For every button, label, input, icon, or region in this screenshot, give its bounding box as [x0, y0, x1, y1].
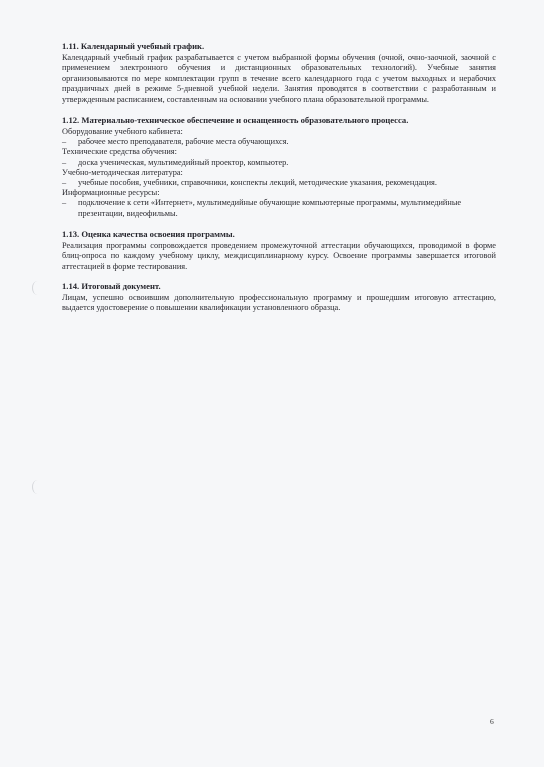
dash-marker: –: [62, 137, 67, 147]
section-calendar-schedule: [62, 41, 496, 105]
section-material-support: [62, 115, 496, 219]
section-heading: 1.11. Календарный учебный график.: [62, 41, 205, 51]
page-number: 6: [490, 717, 494, 726]
list-item: [62, 137, 496, 147]
section-heading: 1.12. Материально-техническое обеспечение и оснащенность образовательного процесса.: [62, 115, 409, 126]
document-body: [62, 41, 496, 314]
section-paragraph: Лицам, успешно освоившим дополнительную профессиональную программу и прошедшим итоговую аттестацию, выдается удостоверение о повышении квалификации установленного образца.: [62, 293, 496, 313]
section-final-document: [62, 281, 496, 314]
section-heading: 1.13. Оценка качества освоения программы.: [62, 228, 235, 239]
group-label: Технические средства обучения:: [62, 147, 177, 157]
section-heading: 1.14. Итоговый документ.: [62, 281, 161, 292]
list-item-text: рабочее место преподавателя, рабочие места обучающихся.: [78, 137, 289, 147]
dash-marker: –: [62, 198, 67, 208]
section-paragraph: Реализация программы сопровождается проведением промежуточной аттестации обучающихся, проводимой в форме блиц-опроса по каждому учебному циклу, междисциплинарному курсу. Освоение программы завершается итоговой аттестацией в форме тестирования.: [62, 240, 496, 271]
list-item-text: учебные пособия, учебники, справочники, конспекты лекций, методические указания, рекомендация.: [78, 178, 437, 188]
list-item: [62, 158, 496, 168]
dash-marker: –: [62, 157, 67, 167]
list-item: [62, 198, 496, 218]
list-item-text: доска ученическая, мультимедийный проектор, компьютер.: [78, 157, 289, 167]
section-quality-assessment: [62, 229, 496, 272]
binder-hole-mark: [32, 281, 43, 295]
dash-marker: –: [62, 178, 67, 188]
section-paragraph: Календарный учебный график разрабатывается с учетом выбранной формы обучения (очной, очно-заочной, заочной с применением электронного обучения и дистанционных образовательных технологий). Учебные занятия организовываются по мере комплектации групп в течение всего календарного года с учетом выходных и нерабочих праздничных дней в режиме 5-дневной учебной недели. Занятия проводятся в соответствии с разработанным и утвержденным расписанием, составленным на основании учебного плана образовательной программы.: [62, 53, 496, 104]
binder-hole-mark: [32, 480, 43, 494]
list-item-text: подключение к сети «Интернет», мультимедийные обучающие компьютерные программы, мультимедийные презентации, видеофильмы.: [78, 198, 462, 218]
group-label: Учебно-методическая литература:: [62, 167, 183, 177]
list-item: [62, 178, 496, 188]
group-label: Информационные ресурсы:: [62, 188, 160, 198]
group-label: Оборудование учебного кабинета:: [62, 127, 183, 137]
